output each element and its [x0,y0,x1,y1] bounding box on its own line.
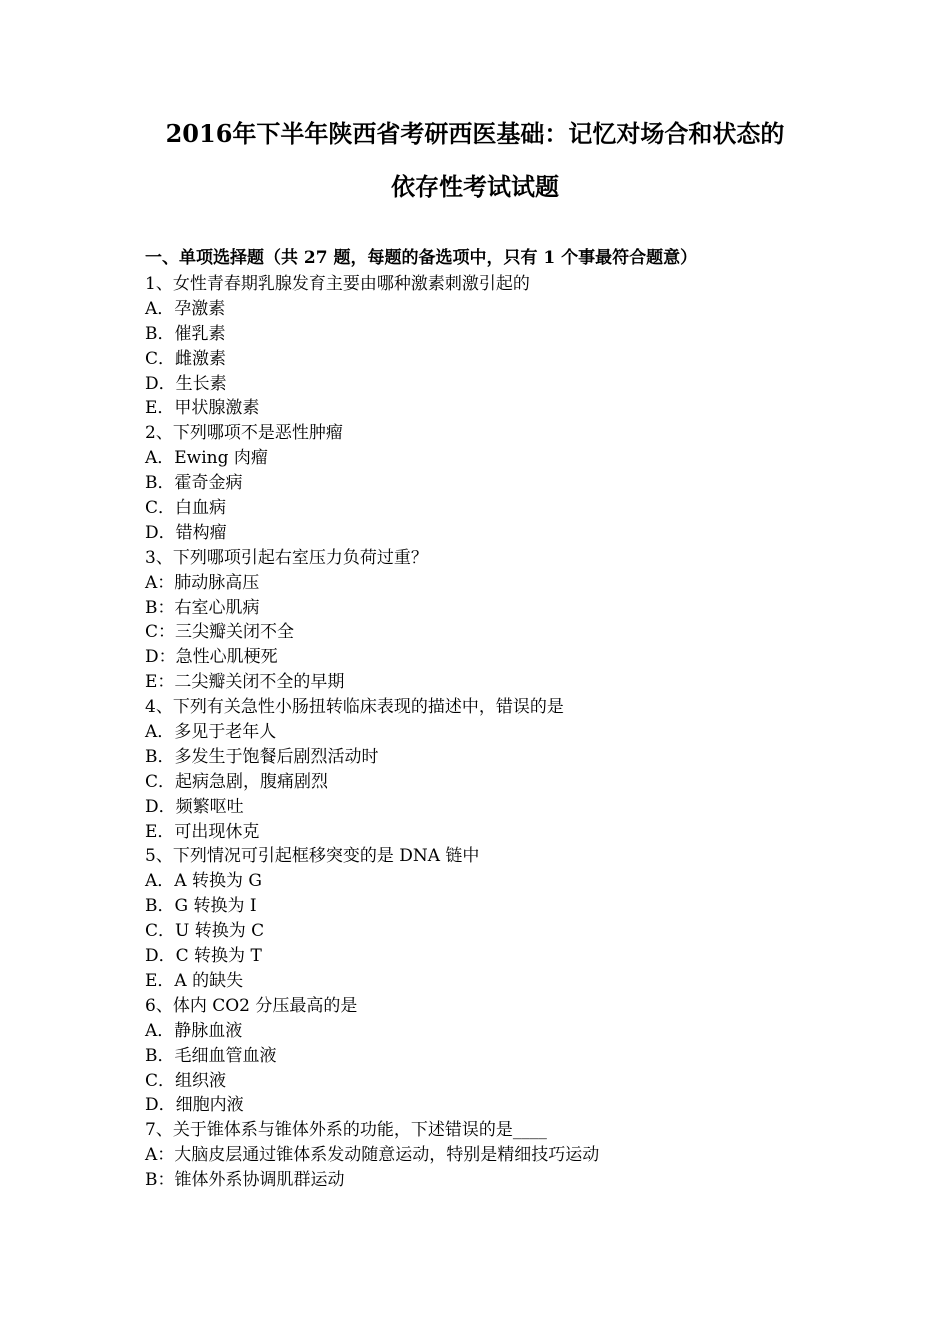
answer-option: D．错构瘤 [145,522,227,543]
question-stem: 2、下列哪项不是恶性肿瘤 [145,423,343,444]
answer-option: C．起病急剧，腹痛剧烈 [145,771,329,792]
question-stem: 7、关于锥体系与锥体外系的功能，下述错误的是____ [145,1120,547,1141]
question-list [145,272,845,1193]
answer-option: D．细胞内液 [145,1095,244,1116]
answer-option: C：三尖瓣关闭不全 [145,622,295,643]
answer-option: A．A 转换为 G [145,871,262,892]
answer-option: A．Ewing 肉瘤 [145,448,268,469]
answer-option: A：肺动脉高压 [145,572,260,593]
question-stem: 1、女性青春期乳腺发育主要由哪种激素刺激引起的 [145,274,530,294]
answer-option: B．催乳素 [145,323,226,344]
answer-option: C．U 转换为 C [145,921,265,942]
answer-option: E．甲状腺激素 [145,398,260,419]
answer-option: D．生长素 [145,373,227,394]
answer-option: B．毛细血管血液 [145,1045,277,1066]
question-stem: 4、下列有关急性小肠扭转临床表现的描述中，错误的是 [145,697,564,718]
answer-option: A．多见于老年人 [145,722,277,743]
question-stem: 3、下列哪项引起右室压力负荷过重？ [145,547,428,568]
answer-option: D．C 转换为 T [145,946,262,967]
answer-option: B：右室心肌病 [145,597,260,618]
answer-option: B．霍奇金病 [145,473,243,494]
answer-option: E：二尖瓣关闭不全的早期 [145,672,345,693]
question-stem: 5、下列情况可引起框移突变的是 DNA 链中 [145,846,480,867]
answer-option: E．A 的缺失 [145,970,244,991]
answer-option: A．孕激素 [145,298,226,319]
answer-option: B．G 转换为 I [145,896,257,917]
answer-option: A：大脑皮层通过锥体系发动随意运动，特别是精细技巧运动 [145,1145,600,1166]
answer-option: C．组织液 [145,1070,227,1091]
answer-option: D：急性心肌梗死 [145,647,278,668]
answer-option: B．多发生于饱餐后剧烈活动时 [145,746,379,767]
question-stem: 6、体内 CO2 分压最高的是 [145,995,358,1016]
answer-option: E．可出现休克 [145,821,260,842]
answer-option: C．白血病 [145,498,227,519]
section-heading: 一、单项选择题（共 27 题，每题的备选项中，只有 1 个事最符合题意） [145,248,698,268]
answer-option: D．频繁呕吐 [145,796,244,817]
answer-option: B：锥体外系协调肌群运动 [145,1170,345,1191]
document-title-line-1: 2016年下半年陕西省考研西医基础：记忆对场合和状态的 [165,119,785,148]
answer-option: A．静脉血液 [145,1020,243,1041]
document-title-line-2: 依存性考试试题 [391,172,559,201]
answer-option: C．雌激素 [145,348,227,369]
